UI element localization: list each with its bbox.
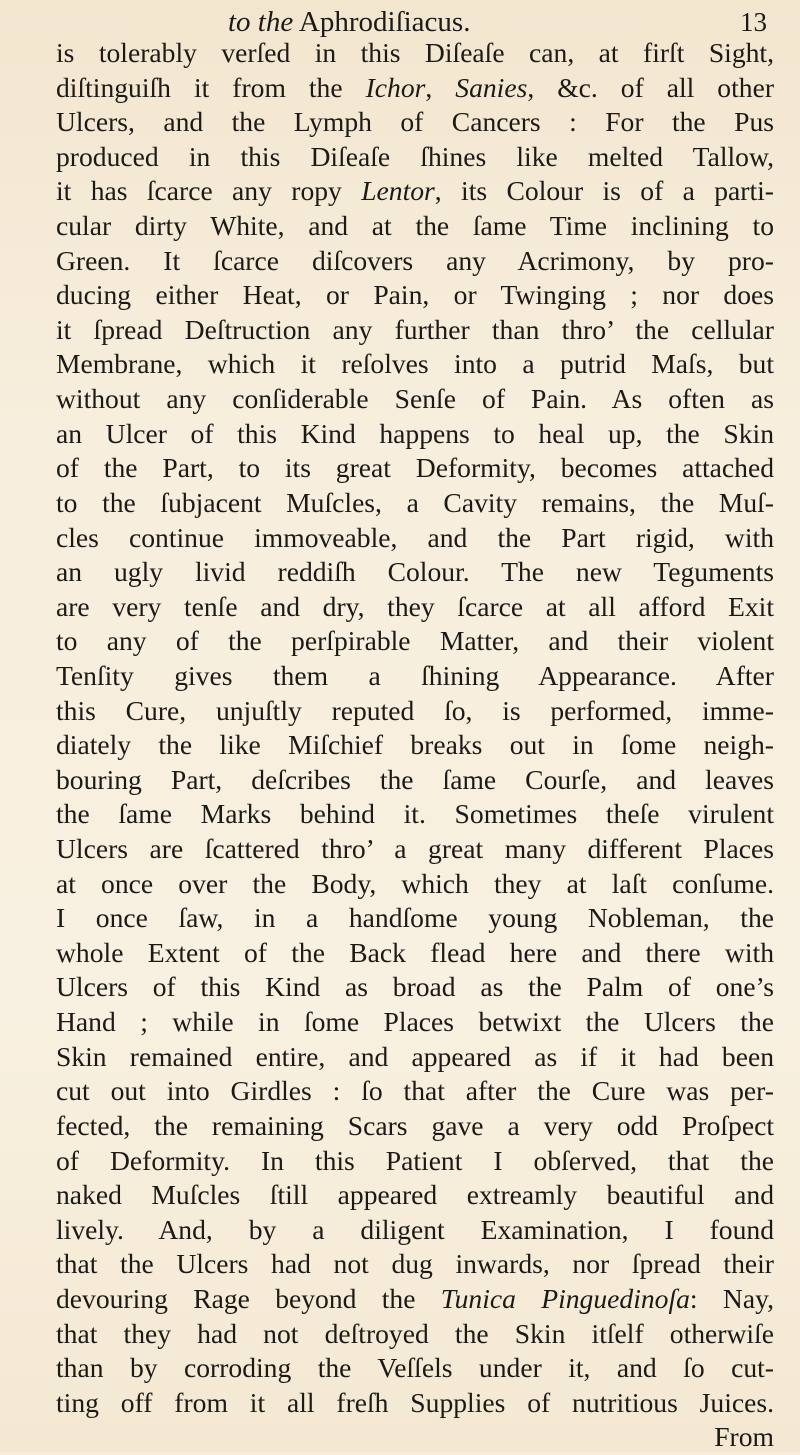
text-segment: whole Extent of the Back flead here and there with bbox=[56, 936, 774, 968]
text-segment: are very tenſe and dry, they ſcarce at all afford Exit bbox=[56, 590, 774, 622]
text-line bbox=[56, 1109, 774, 1144]
text-line bbox=[56, 694, 774, 729]
text-line bbox=[56, 590, 774, 625]
text-line bbox=[56, 417, 774, 452]
text-segment: bouring Part, deſcribes the ſame Courſe, and leaves bbox=[56, 763, 774, 795]
text-line bbox=[56, 867, 774, 902]
text-segment: an ugly livid reddiſh Colour. The new Teguments bbox=[56, 556, 774, 588]
text-segment: to any of the perſpirable Matter, and their violent bbox=[56, 625, 774, 657]
text-segment: cles continue immoveable, and the Part rigid, with bbox=[56, 521, 774, 553]
text-segment: diſtinguiſh it from the bbox=[56, 71, 366, 103]
text-line bbox=[56, 278, 774, 313]
text-line bbox=[56, 728, 774, 763]
text-segment: cut out into Girdles : ſo that after the Cure was per- bbox=[56, 1075, 774, 1107]
text-segment: Membrane, which it reſolves into a putrid Maſs, but bbox=[56, 348, 774, 380]
running-title-prefix: to the bbox=[228, 6, 294, 38]
text-segment: diately the like Miſchief breaks out in ſome neigh- bbox=[56, 729, 774, 761]
text-line bbox=[56, 1005, 774, 1040]
text-line bbox=[56, 36, 774, 71]
text-line bbox=[56, 244, 774, 279]
text-segment: without any conſiderable Senſe of Pain. As often as bbox=[56, 383, 774, 415]
text-line bbox=[56, 1386, 774, 1421]
text-segment: the ſame Marks behind it. Sometimes theſe virulent bbox=[56, 798, 774, 830]
text-line bbox=[56, 382, 774, 417]
text-segment: that they had not deſtroyed the Skin itſelf otherwiſe bbox=[56, 1317, 774, 1349]
text-line bbox=[56, 797, 774, 832]
text-line bbox=[56, 347, 774, 382]
text-line bbox=[56, 901, 774, 936]
text-segment: devouring Rage beyond the bbox=[56, 1282, 441, 1314]
text-segment: Ulcers are ſcattered thro’ a great many different Places bbox=[56, 833, 774, 865]
text-segment: of Deformity. In this Patient I obſerved, that the bbox=[56, 1144, 774, 1176]
text-segment: Green. It ſcarce diſcovers any Acrimony, by pro- bbox=[56, 244, 774, 276]
text-segment: it ſpread Deſtruction any further than thro’ the cellular bbox=[56, 313, 774, 345]
text-line bbox=[56, 763, 774, 798]
italic-text: Ichor bbox=[365, 71, 426, 103]
text-line bbox=[56, 1074, 774, 1109]
italic-text: Lentor bbox=[361, 175, 435, 207]
text-segment: ducing either Heat, or Pain, or Twinging ; nor does bbox=[56, 279, 774, 311]
text-line bbox=[56, 1317, 774, 1352]
text-line bbox=[56, 486, 774, 521]
text-line bbox=[56, 1178, 774, 1213]
text-segment: fected, the remaining Scars gave a very odd Proſpect bbox=[56, 1109, 774, 1141]
text-line bbox=[56, 451, 774, 486]
italic-text: Sanies bbox=[455, 71, 528, 103]
running-title-main: Aphrodiſiacus. bbox=[298, 6, 471, 38]
text-segment: Ulcers, and the Lymph of Cancers : For the Pus bbox=[56, 106, 774, 138]
text-line bbox=[56, 313, 774, 348]
text-segment: than by corroding the Veſſels under it, and ſo cut- bbox=[56, 1352, 774, 1384]
text-segment: naked Muſcles ſtill appeared extreamly beautiful and bbox=[56, 1179, 774, 1211]
text-segment: an Ulcer of this Kind happens to heal up, the Skin bbox=[56, 417, 774, 449]
text-segment: Tenſity gives them a ſhining Appearance. After bbox=[56, 659, 774, 691]
text-segment: Hand ; while in ſome Places betwixt the Ulcers the bbox=[56, 1006, 774, 1038]
text-segment: : Nay, bbox=[689, 1282, 774, 1314]
text-segment: that the Ulcers had not dug inwards, nor ſpread their bbox=[56, 1248, 774, 1280]
text-segment: this Cure, unjuſtly reputed ſo, is performed, imme- bbox=[56, 694, 774, 726]
text-segment: , its Colour is of a parti- bbox=[434, 175, 774, 207]
text-segment: at once over the Body, which they at laſt conſume. bbox=[56, 867, 774, 899]
text-line bbox=[56, 105, 774, 140]
text-segment: to the ſubjacent Muſcles, a Cavity remains, the Muſ- bbox=[56, 486, 774, 518]
text-line bbox=[56, 71, 774, 106]
text-segment: I once ſaw, in a handſome young Nobleman, the bbox=[56, 902, 774, 934]
text-line bbox=[56, 1351, 774, 1386]
text-line bbox=[56, 624, 774, 659]
text-segment: , bbox=[425, 71, 456, 103]
text-line bbox=[56, 936, 774, 971]
text-line bbox=[56, 659, 774, 694]
text-line bbox=[56, 1144, 774, 1179]
page-number: 13 bbox=[740, 7, 767, 37]
text-line bbox=[56, 555, 774, 590]
text-segment: it has ſcarce any ropy bbox=[56, 175, 362, 207]
text-segment: cular dirty White, and at the ſame Time inclining to bbox=[56, 210, 774, 242]
text-segment: Skin remained entire, and appeared as if it had been bbox=[56, 1040, 774, 1072]
text-line bbox=[56, 521, 774, 556]
italic-text: Tunica Pinguedinoſa bbox=[440, 1282, 690, 1314]
text-segment: is tolerably verſed in this Diſeaſe can, at firſt Sight, bbox=[56, 37, 774, 68]
text-segment: lively. And, by a diligent Examination, I found bbox=[56, 1213, 774, 1245]
body-text bbox=[56, 36, 774, 1455]
text-line bbox=[56, 174, 774, 209]
text-line bbox=[56, 1282, 774, 1317]
text-line bbox=[56, 1420, 774, 1455]
text-line bbox=[56, 832, 774, 867]
text-line bbox=[56, 970, 774, 1005]
text-line bbox=[56, 1213, 774, 1248]
text-segment: of the Part, to its great Deformity, becomes attached bbox=[56, 452, 774, 484]
text-line bbox=[56, 140, 774, 175]
text-line bbox=[56, 1040, 774, 1075]
text-segment: From bbox=[714, 1421, 774, 1453]
text-segment: produced in this Diſeaſe ſhines like melted Tallow, bbox=[56, 140, 774, 172]
text-segment: ting off from it all freſh Supplies of nutritious Juices. bbox=[56, 1386, 774, 1418]
text-segment: Ulcers of this Kind as broad as the Palm of one’s bbox=[56, 971, 774, 1003]
text-line bbox=[56, 209, 774, 244]
text-line bbox=[56, 1247, 774, 1282]
text-segment: , &c. of all other bbox=[527, 71, 774, 103]
